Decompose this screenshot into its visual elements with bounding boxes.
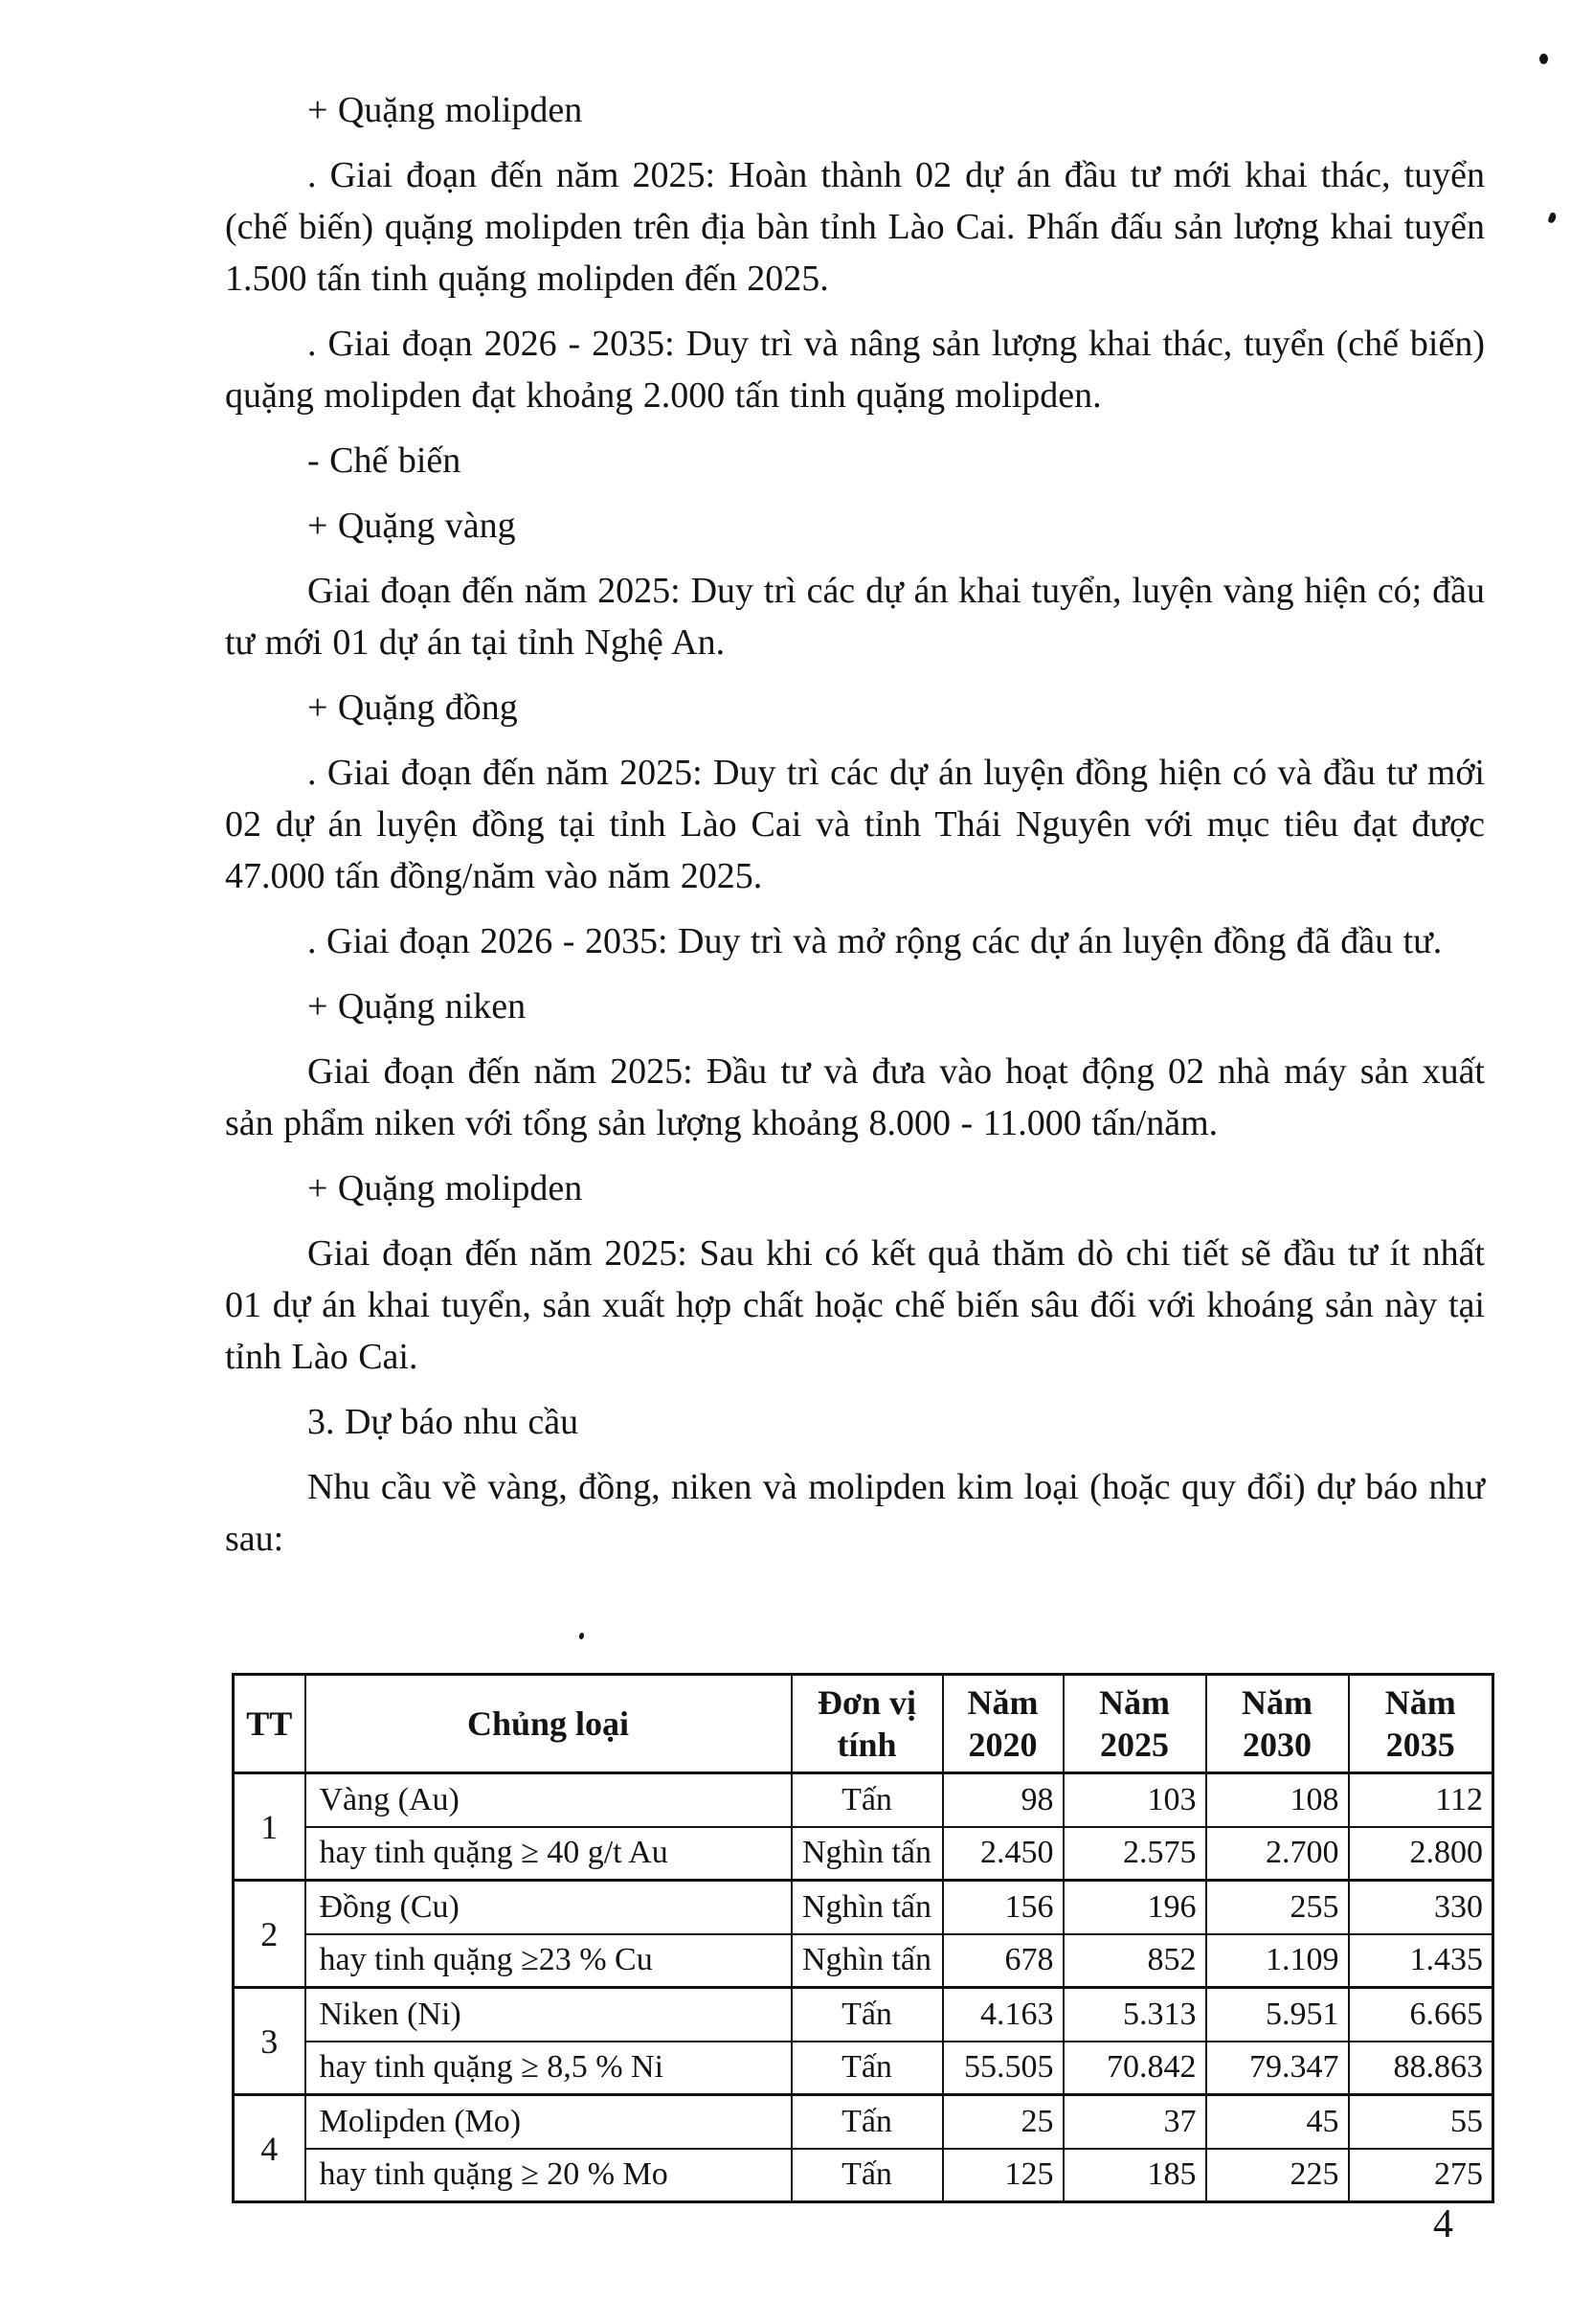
- table-row: [234, 1934, 1493, 1988]
- cell-2020: 2.450: [943, 1827, 1064, 1881]
- scan-speck: [578, 1632, 585, 1639]
- cell-tt: 4: [234, 2095, 305, 2202]
- paragraph: . Giai đoạn 2026 - 2035: Duy trì và nâng sản lượng khai thác, tuyển (chế biến) quặng molipden đạt khoảng 2.000 tấn tinh quặng molipden.: [225, 324, 1485, 416]
- paragraph-item: + Quặng molipden: [307, 1168, 583, 1208]
- cell-category: Molipden (Mo): [305, 2095, 792, 2149]
- cell-2020: 98: [943, 1773, 1064, 1827]
- cell-2020: 25: [943, 2095, 1064, 2149]
- cell-2030: 45: [1206, 2095, 1349, 2149]
- cell-2020: 4.163: [943, 1988, 1064, 2042]
- cell-unit: Tấn: [792, 1988, 943, 2042]
- cell-2035: 55: [1349, 2095, 1493, 2149]
- cell-2025: 70.842: [1064, 2042, 1206, 2095]
- year-value: 2020: [968, 1726, 1038, 1764]
- year-prefix: Năm: [1099, 1683, 1170, 1722]
- table-header-row: [234, 1675, 1493, 1773]
- cell-2030: 79.347: [1206, 2042, 1349, 2095]
- paragraph: Giai đoạn đến năm 2025: Sau khi có kết quả thăm dò chi tiết sẽ đầu tư ít nhất 01 dự án khai tuyển, sản xuất hợp chất hoặc chế biến sâu đối với khoáng sản này tại tỉnh Lào Cai.: [225, 1233, 1485, 1377]
- cell-2025: 185: [1064, 2149, 1206, 2202]
- paragraph-item: + Quặng molipden: [307, 90, 583, 130]
- cell-2025: 852: [1064, 1934, 1206, 1988]
- header-year-2020: [943, 1675, 1064, 1773]
- cell-tt: 2: [234, 1881, 305, 1988]
- paragraph: . Giai đoạn đến năm 2025: Duy trì các dự án luyện đồng hiện có và đầu tư mới 02 dự án luyện đồng tại tỉnh Lào Cai và tỉnh Thái Nguyên với mục tiêu đạt được 47.000 tấn đồng/năm vào năm 2025.: [225, 753, 1485, 896]
- cell-2025: 5.313: [1064, 1988, 1206, 2042]
- cell-category: hay tinh quặng ≥23 % Cu: [305, 1934, 792, 1988]
- cell-unit: Nghìn tấn: [792, 1934, 943, 1988]
- year-prefix: Năm: [1384, 1683, 1456, 1722]
- section-heading: 3. Dự báo nhu cầu: [307, 1402, 579, 1442]
- header-unit: Đơn vị tính: [792, 1675, 943, 1773]
- cell-tt: 3: [234, 1988, 305, 2095]
- cell-2025: 37: [1064, 2095, 1206, 2149]
- cell-2030: 225: [1206, 2149, 1349, 2202]
- cell-2025: 103: [1064, 1773, 1206, 1827]
- paragraph: . Giai đoạn 2026 - 2035: Duy trì và mở rộng các dự án luyện đồng đã đầu tư.: [307, 921, 1443, 961]
- cell-category: Niken (Ni): [305, 1988, 792, 2042]
- cell-2035: 88.863: [1349, 2042, 1493, 2095]
- cell-2020: 678: [943, 1934, 1064, 1988]
- cell-unit: Tấn: [792, 2149, 943, 2202]
- cell-2020: 125: [943, 2149, 1064, 2202]
- cell-2030: 1.109: [1206, 1934, 1349, 1988]
- cell-unit: Tấn: [792, 2095, 943, 2149]
- paragraph-item: + Quặng vàng: [307, 506, 516, 546]
- header-year-2025: [1064, 1675, 1206, 1773]
- cell-unit: Tấn: [792, 2042, 943, 2095]
- table-row: [234, 1827, 1493, 1881]
- cell-2020: 156: [943, 1881, 1064, 1934]
- cell-category: Đồng (Cu): [305, 1881, 792, 1934]
- cell-2035: 2.800: [1349, 1827, 1493, 1881]
- table-row: [234, 1881, 1493, 1934]
- table-row: [234, 2149, 1493, 2202]
- table-row: [234, 2042, 1493, 2095]
- cell-2030: 108: [1206, 1773, 1349, 1827]
- paragraph-item: + Quặng đồng: [307, 688, 518, 728]
- table-row: [234, 2095, 1493, 2149]
- header-year-2030: [1206, 1675, 1349, 1773]
- table-row: [234, 1988, 1493, 2042]
- paragraph: Nhu cầu về vàng, đồng, niken và molipden kim loại (hoặc quy đổi) dự báo như sau:: [225, 1467, 1485, 1559]
- cell-2035: 275: [1349, 2149, 1493, 2202]
- cell-unit: Nghìn tấn: [792, 1881, 943, 1934]
- cell-category: Vàng (Au): [305, 1773, 792, 1827]
- cell-2035: 112: [1349, 1773, 1493, 1827]
- paragraph-item: + Quặng niken: [307, 986, 527, 1027]
- cell-2030: 255: [1206, 1881, 1349, 1934]
- cell-2035: 330: [1349, 1881, 1493, 1934]
- cell-tt: 1: [234, 1773, 305, 1881]
- paragraph: Giai đoạn đến năm 2025: Duy trì các dự án khai tuyển, luyện vàng hiện có; đầu tư mới 01 dự án tại tỉnh Nghệ An.: [225, 571, 1485, 663]
- paragraph: Giai đoạn đến năm 2025: Đầu tư và đưa vào hoạt động 02 nhà máy sản xuất sản phẩm niken với tổng sản lượng khoảng 8.000 - 11.000 tấn/năm.: [225, 1051, 1485, 1143]
- cell-category: hay tinh quặng ≥ 20 % Mo: [305, 2149, 792, 2202]
- cell-2020: 55.505: [943, 2042, 1064, 2095]
- page-number: 4: [1433, 2202, 1453, 2246]
- cell-2025: 2.575: [1064, 1827, 1206, 1881]
- body-text: [225, 84, 1485, 1578]
- header-category: Chủng loại: [305, 1675, 792, 1773]
- cell-category: hay tinh quặng ≥ 40 g/t Au: [305, 1827, 792, 1881]
- paragraph: . Giai đoạn đến năm 2025: Hoàn thành 02 dự án đầu tư mới khai thác, tuyển (chế biến) quặng molipden trên địa bàn tỉnh Lào Cai. Phấn đấu sản lượng khai tuyển 1.500 tấn tinh quặng molipden đến 2025.: [225, 155, 1485, 299]
- cell-2030: 5.951: [1206, 1988, 1349, 2042]
- scan-speck: [1547, 212, 1557, 224]
- year-prefix: Năm: [967, 1683, 1039, 1722]
- year-prefix: Năm: [1242, 1683, 1313, 1722]
- demand-forecast-table: [232, 1673, 1494, 2203]
- cell-2025: 196: [1064, 1881, 1206, 1934]
- cell-2035: 6.665: [1349, 1988, 1493, 2042]
- year-value: 2025: [1100, 1726, 1169, 1764]
- cell-2030: 2.700: [1206, 1827, 1349, 1881]
- paragraph-item: - Chế biến: [307, 440, 461, 481]
- scan-speck: [1539, 54, 1548, 64]
- cell-2035: 1.435: [1349, 1934, 1493, 1988]
- header-year-2035: [1349, 1675, 1493, 1773]
- year-value: 2030: [1243, 1726, 1312, 1764]
- cell-unit: Tấn: [792, 1773, 943, 1827]
- cell-unit: Nghìn tấn: [792, 1827, 943, 1881]
- table-row: [234, 1773, 1493, 1827]
- cell-category: hay tinh quặng ≥ 8,5 % Ni: [305, 2042, 792, 2095]
- header-tt: TT: [234, 1675, 305, 1773]
- year-value: 2035: [1385, 1726, 1455, 1764]
